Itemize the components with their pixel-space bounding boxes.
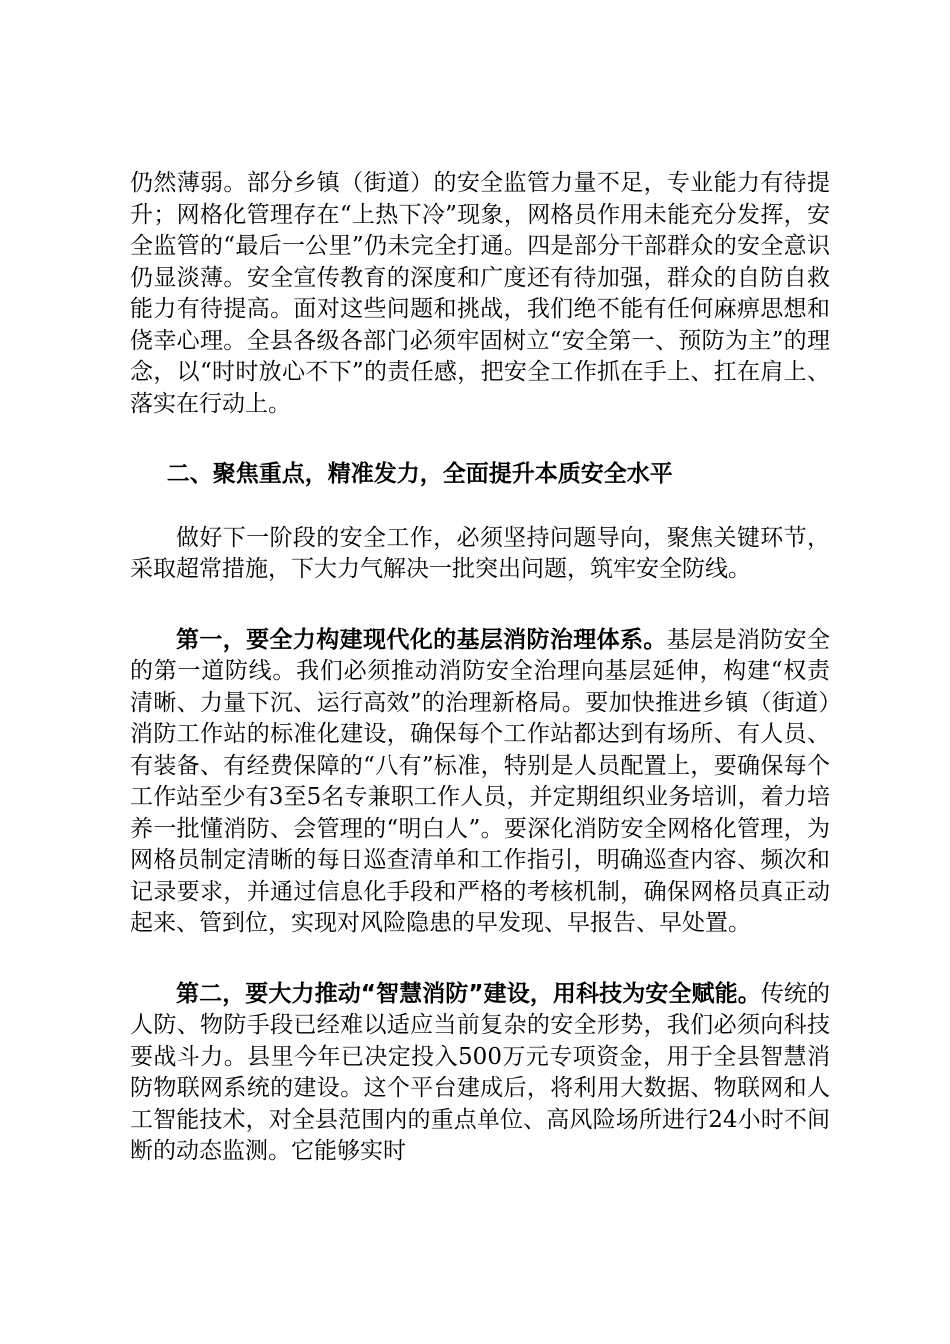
- paragraph-first-point: [130, 625, 830, 940]
- paragraph-continuation: 仍然薄弱。部分乡镇（街道）的安全监管力量不足，专业能力有待提升；网格化管理存在“上热下冷”现象，网格员作用未能充分发挥，安全监管的“最后一公里”仍未完全打通。四是部分干部群众的安全意识仍显淡薄。安全宣传教育的深度和广度还有待加强，群众的自防自救能力有待提高。面对这些问题和挑战，我们绝不能有任何麻痹思想和侥幸心理。全县各级各部门必须牢固树立“安全第一、预防为主”的理念，以“时时放心不下”的责任感，把安全工作抓在手上、扛在肩上、落实在行动上。: [130, 170, 830, 417]
- paragraph-intro: 做好下一阶段的安全工作，必须坚持问题导向，聚焦关键环节，采取超常措施，下大力气解决一批突出问题，筑牢安全防线。: [130, 524, 830, 582]
- section-heading: 二、聚焦重点，精准发力，全面提升本质安全水平: [166, 461, 673, 487]
- document-page: [130, 168, 830, 1168]
- second-point-lead: 第二，要大力推动“智慧消防”建设，用科技为安全赋能。: [176, 980, 761, 1007]
- first-point-body: 基层是消防安全的第一道防线。我们必须推动消防安全治理向基层延伸，构建“权责清晰、力量下沉、运行高效”的治理新格局。要加快推进乡镇（街道）消防工作站的标准化建设，确保每个工作站都达到有场所、有人员、有装备、有经费保障的“八有”标准，特别是人员配置上，要确保每个工作站至少有3至5名专兼职工作人员，并定期组织业务培训，着力培养一批懂消防、会管理的“明白人”。要深化消防安全网格化管理，为网格员制定清晰的每日巡查清单和工作指引，明确巡查内容、频次和记录要求，并通过信息化手段和严格的考核机制，确保网格员真正动起来、管到位，实现对风险隐患的早发现、早报告、早处置。: [130, 626, 831, 936]
- paragraph-second-point: [130, 979, 830, 1168]
- second-point-body: 传统的人防、物防手段已经难以适应当前复杂的安全形势，我们必须向科技要战斗力。县里今年已决定投入500万元专项资金，用于全县智慧消防物联网系统的建设。这个平台建成后，将利用大数据、物联网和人工智能技术，对全县范围内的重点单位、高风险场所进行24小时不间断的动态监测。它能够实时: [130, 980, 831, 1164]
- first-point-lead: 第一，要全力构建现代化的基层消防治理体系。: [176, 626, 667, 653]
